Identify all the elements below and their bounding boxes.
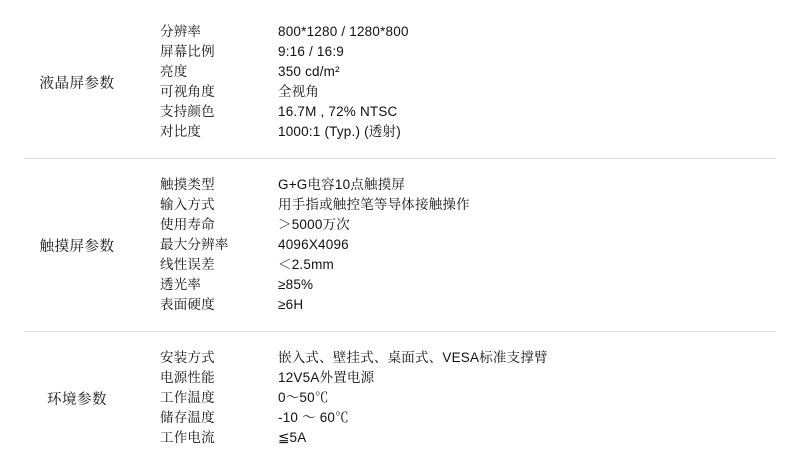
spec-key: 工作温度 [160, 390, 215, 405]
spec-row [160, 295, 800, 315]
spec-row [160, 388, 800, 408]
spec-value: 用手指或触控笔等导体接触操作 [278, 197, 470, 212]
spec-value: ≥85% [278, 277, 314, 292]
spec-row [160, 428, 800, 448]
spec-value: G+G电容10点触摸屏 [278, 177, 406, 192]
spec-key: 输入方式 [160, 197, 215, 212]
section-rows-lcd [160, 22, 800, 142]
section-rows-touch [160, 175, 800, 315]
spec-row [160, 62, 800, 82]
spec-row [160, 275, 800, 295]
spec-key: 对比度 [160, 124, 202, 139]
spec-value: ≦5A [278, 430, 307, 445]
spec-value: 4096X4096 [278, 237, 349, 252]
spec-key: 亮度 [160, 64, 188, 79]
spec-key: 触摸类型 [160, 177, 215, 192]
spec-row [160, 235, 800, 255]
spec-value: 16.7M , 72% NTSC [278, 104, 398, 119]
spec-key: 最大分辨率 [160, 237, 229, 252]
spec-key: 工作电流 [160, 430, 215, 445]
section-label-touch: 触摸屏参数 [39, 238, 115, 255]
spec-row [160, 348, 800, 368]
spec-row [160, 122, 800, 142]
spec-row [160, 42, 800, 62]
spec-row [160, 215, 800, 235]
spec-value: ＜2.5mm [278, 257, 334, 272]
spec-key: 可视角度 [160, 84, 215, 99]
spec-value: 全视角 [278, 84, 320, 99]
spec-row [160, 408, 800, 428]
spec-value: 12V5A外置电源 [278, 370, 375, 385]
spec-value: 0～50℃ [278, 390, 329, 405]
spec-key: 线性误差 [160, 257, 215, 272]
section-label-lcd: 液晶屏参数 [39, 75, 115, 92]
section-lcd-parameters [0, 0, 800, 158]
spec-row [160, 102, 800, 122]
section-environment-parameters [0, 332, 800, 464]
spec-row [160, 82, 800, 102]
spec-row [160, 175, 800, 195]
spec-key: 支持颜色 [160, 104, 215, 119]
spec-key: 电源性能 [160, 370, 215, 385]
section-touch-parameters [0, 159, 800, 331]
spec-key: 表面硬度 [160, 297, 215, 312]
spec-key: 储存温度 [160, 410, 215, 425]
spec-value: 800*1280 / 1280*800 [278, 24, 409, 39]
spec-value: 9:16 / 16:9 [278, 44, 345, 59]
spec-value: 嵌入式、壁挂式、桌面式、VESA标准支撑臂 [278, 350, 548, 365]
section-rows-environment [160, 348, 800, 448]
spec-key: 使用寿命 [160, 217, 215, 232]
spec-key: 屏幕比例 [160, 44, 215, 59]
spec-row [160, 195, 800, 215]
spec-key: 安装方式 [160, 350, 215, 365]
spec-key: 透光率 [160, 277, 202, 292]
spec-value: 350 cd/m² [278, 64, 340, 79]
spec-row [160, 368, 800, 388]
spec-value: -10 ～ 60℃ [278, 410, 349, 425]
spec-value: ≥6H [278, 297, 304, 312]
spec-value: 1000:1 (Typ.) (透射) [278, 124, 401, 139]
spec-row [160, 22, 800, 42]
section-label-environment: 环境参数 [47, 391, 107, 408]
spec-row [160, 255, 800, 275]
spec-key: 分辨率 [160, 24, 202, 39]
spec-value: ＞5000万次 [278, 217, 350, 232]
